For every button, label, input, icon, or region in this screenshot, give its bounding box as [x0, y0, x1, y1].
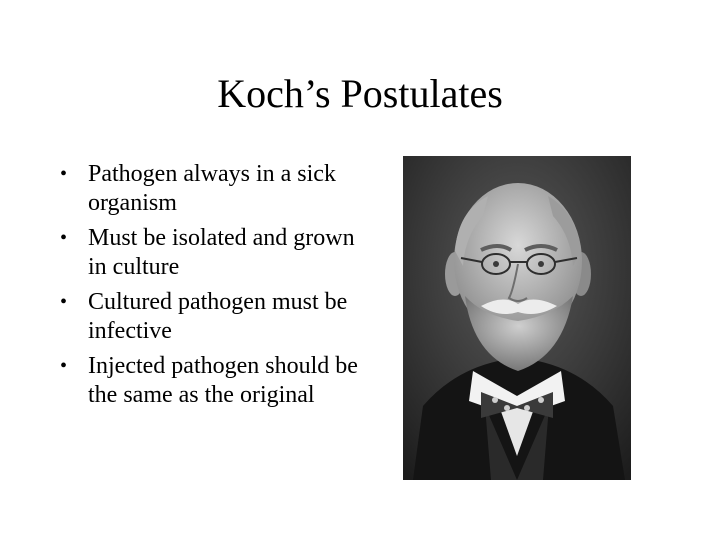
- bullet-text: Must be isolated and grown in culture: [88, 225, 355, 280]
- bullet-item: [58, 224, 358, 282]
- bullet-text: Pathogen always in a sick organism: [88, 161, 336, 216]
- bullet-marker: •: [60, 291, 68, 313]
- slide-title: Koch’s Postulates: [217, 71, 503, 116]
- portrait-photo-icon: [403, 156, 631, 480]
- bullet-marker: •: [60, 163, 68, 185]
- bullet-item: [58, 288, 358, 346]
- bullet-marker: •: [60, 355, 68, 377]
- bullet-item: [58, 160, 358, 218]
- bullet-text: Injected pathogen should be the same as the original: [88, 353, 358, 408]
- bullet-text: Cultured pathogen must be infective: [88, 289, 348, 344]
- bullet-item: [58, 352, 358, 410]
- bullet-marker: •: [60, 227, 68, 249]
- bullet-list: [58, 160, 358, 416]
